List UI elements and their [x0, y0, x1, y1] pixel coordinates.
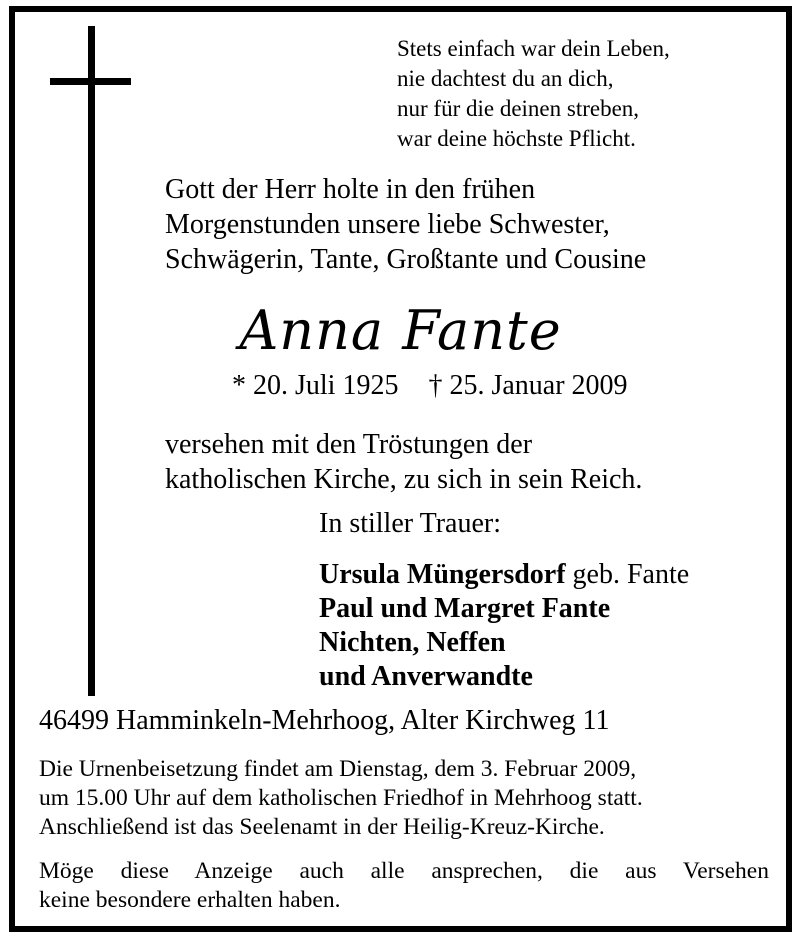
death-date: † 25. Januar 2009: [428, 370, 628, 401]
family-name: Ursula Müngersdorf: [319, 559, 566, 590]
funeral-line: um 15.00 Uhr auf dem katholischen Friedhof in Mehrhoog statt.: [39, 785, 643, 811]
deceased-name: Anna Fante: [239, 299, 562, 362]
faith-text: [165, 427, 642, 497]
family-entry: [319, 660, 689, 694]
intro-line: Schwägerin, Tante, Großtante und Cousine: [165, 244, 647, 275]
closing-note: [39, 857, 769, 915]
family-entry: [319, 558, 689, 592]
funeral-line: Die Urnenbeisetzung findet am Dienstag, dem 3. Februar 2009,: [39, 756, 637, 782]
poem-line: nie dachtest du an dich,: [397, 66, 614, 91]
faith-line: katholischen Kirche, zu sich in sein Reich.: [165, 464, 643, 495]
poem-line: nur für die deinen streben,: [397, 96, 640, 121]
family-name: und Anverwandte: [319, 661, 533, 692]
family-entry: [319, 626, 689, 660]
family-name: Nichten, Neffen: [319, 627, 506, 658]
family-suffix: geb. Fante: [565, 559, 690, 590]
poem-line: war deine höchste Pflicht.: [397, 126, 636, 151]
funeral-info: [39, 755, 769, 842]
mourning-heading: In stiller Trauer:: [319, 508, 501, 539]
closing-line: keine besondere erhalten haben.: [39, 887, 341, 913]
poem: [397, 34, 670, 154]
cross-icon-bar: [50, 78, 131, 85]
funeral-line: Anschließend ist das Seelenamt in der Heilig-Kreuz-Kirche.: [39, 814, 605, 840]
intro-text: [165, 172, 646, 277]
family-entry: [319, 592, 689, 626]
family-list: [319, 558, 689, 694]
intro-line: Morgenstunden unsere liebe Schwester,: [165, 209, 610, 240]
intro-line: Gott der Herr holte in den frühen: [165, 174, 536, 205]
life-dates: [232, 368, 628, 404]
poem-line: Stets einfach war dein Leben,: [397, 36, 670, 61]
faith-line: versehen mit den Tröstungen der: [165, 429, 533, 460]
family-name: Paul und Margret Fante: [319, 593, 611, 624]
address: 46499 Hamminkeln-Mehrhoog, Alter Kirchweg 11: [39, 705, 610, 736]
obituary-frame: [9, 6, 792, 932]
closing-line: Möge diese Anzeige auch alle ansprechen, die aus Versehen: [39, 858, 769, 884]
birth-date: * 20. Juli 1925: [232, 370, 399, 401]
